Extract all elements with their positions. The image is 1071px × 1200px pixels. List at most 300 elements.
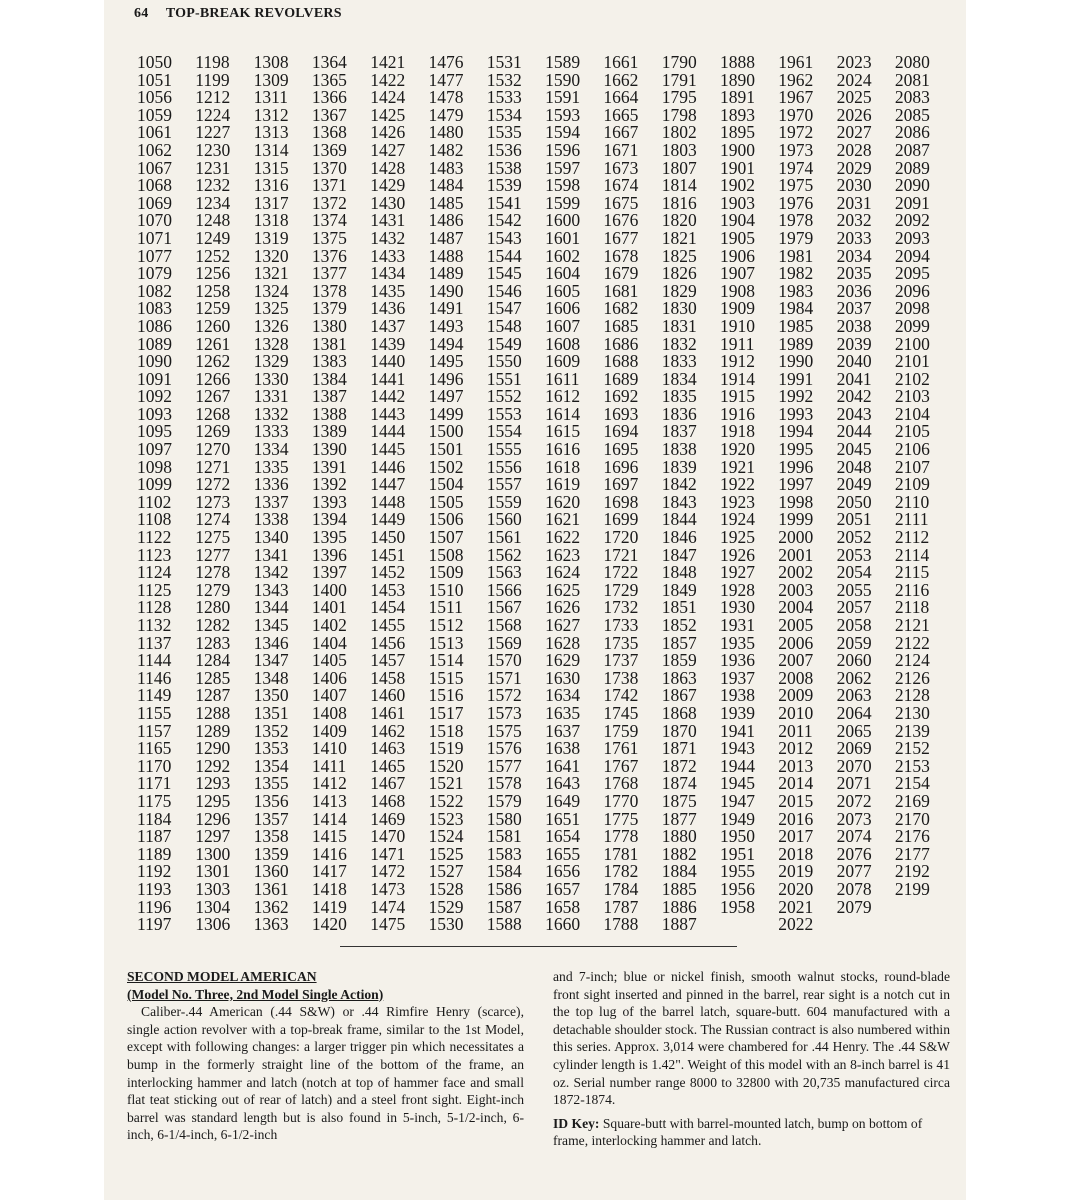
serial-number: 1936 [720, 650, 755, 671]
serial-number: 1556 [486, 456, 522, 477]
serial-number: 1941 [720, 720, 755, 741]
serial-number: 1665 [603, 104, 639, 125]
serial-number: 1847 [661, 544, 697, 565]
serial-number: 1831 [661, 315, 697, 336]
serial-number: 2012 [778, 738, 814, 759]
serial-number: 1444 [370, 421, 406, 442]
serial-number: 1271 [195, 456, 231, 477]
serial-number: 1474 [370, 896, 406, 917]
serial-column [662, 54, 697, 934]
serial-number: 1679 [603, 263, 639, 284]
serial-number: 1287 [195, 685, 231, 706]
serial-number: 2154 [894, 773, 930, 794]
serial-number: 1437 [370, 315, 406, 336]
serial-number: 1344 [253, 597, 289, 618]
serial-number: 1366 [311, 87, 347, 108]
serial-number: 1791 [661, 69, 697, 90]
serial-number: 1442 [370, 386, 406, 407]
serial-number: 1616 [545, 439, 581, 460]
serial-number: 1508 [428, 544, 464, 565]
serial-number: 2102 [894, 368, 930, 389]
serial-number: 1068 [137, 175, 172, 196]
serial-column [837, 54, 872, 916]
serial-number: 1278 [195, 562, 231, 583]
page-running-title: TOP-BREAK REVOLVERS [165, 6, 342, 21]
serial-number: 1512 [428, 615, 464, 635]
serial-number: 1509 [428, 562, 464, 583]
serial-number: 1838 [661, 439, 697, 460]
serial-number: 1848 [661, 562, 697, 583]
serial-number: 1956 [720, 878, 755, 899]
serial-number: 1479 [428, 104, 464, 125]
serial-number: 1534 [486, 104, 522, 125]
serial-column [312, 54, 347, 934]
serial-number: 1469 [370, 808, 406, 829]
serial-number: 1567 [486, 597, 522, 618]
serial-number: 1405 [311, 650, 347, 671]
serial-number: 1735 [603, 632, 639, 653]
serial-number: 1430 [370, 192, 406, 213]
serial-number: 1441 [370, 368, 406, 389]
serial-number: 2070 [836, 755, 872, 776]
serial-number: 1612 [545, 386, 581, 407]
serial-number: 2054 [836, 562, 872, 583]
serial-number: 1415 [311, 826, 347, 847]
serial-number: 1358 [253, 826, 289, 847]
serial-number: 1626 [545, 597, 581, 618]
serial-number: 1362 [253, 896, 289, 917]
serial-number: 1256 [195, 263, 231, 284]
serial-number: 2025 [836, 87, 872, 108]
serial-number: 1982 [778, 263, 814, 284]
serial-number: 1553 [486, 403, 522, 424]
serial-number: 1500 [428, 421, 464, 442]
serial-number: 1782 [603, 861, 639, 882]
serial-number: 1979 [778, 227, 814, 248]
serial-number: 1944 [720, 755, 755, 776]
serial-number: 1314 [253, 139, 289, 160]
serial-number: 1560 [486, 509, 522, 530]
serial-number: 1395 [311, 527, 347, 548]
serial-number: 2152 [894, 738, 930, 759]
serial-number: 1346 [253, 632, 289, 653]
serial-number: 1568 [486, 615, 522, 635]
serial-number: 1921 [720, 456, 755, 477]
serial-number: 1418 [311, 878, 347, 899]
serial-number: 1606 [545, 298, 581, 319]
serial-number: 1234 [195, 192, 231, 213]
serial-number: 1476 [428, 52, 464, 72]
serial-number: 1802 [661, 122, 697, 143]
serial-number: 1092 [137, 386, 172, 407]
serial-number: 1394 [311, 509, 347, 530]
serial-number: 2065 [836, 720, 872, 741]
serial-number: 1360 [253, 861, 289, 882]
serial-number: 1297 [195, 826, 231, 847]
serial-number: 1614 [545, 403, 581, 424]
serial-number: 1410 [311, 738, 347, 759]
serial-number: 1296 [195, 808, 231, 829]
serial-number: 2027 [836, 122, 872, 143]
serial-number: 1321 [253, 263, 289, 284]
serial-number: 1293 [195, 773, 231, 794]
serial-number: 1607 [545, 315, 581, 336]
serial-number: 1975 [778, 175, 814, 196]
serial-number: 1199 [195, 69, 230, 90]
serial-number: 1259 [195, 298, 231, 319]
serial-number: 1478 [428, 87, 464, 108]
serial-number: 1539 [486, 175, 522, 196]
serial-number: 1363 [253, 914, 289, 935]
serial-number: 1486 [428, 210, 464, 231]
serial-number: 1846 [661, 527, 697, 548]
serial-number: 1330 [253, 368, 289, 389]
serial-number: 2036 [836, 280, 872, 301]
serial-number: 1397 [311, 562, 347, 583]
serial-number: 1365 [311, 69, 347, 90]
serial-number: 1484 [428, 175, 464, 196]
serial-number: 1374 [311, 210, 347, 231]
serial-number: 1268 [195, 403, 231, 424]
serial-number: 1600 [545, 210, 581, 231]
serial-number: 1608 [545, 333, 581, 354]
serial-column [545, 54, 580, 934]
serial-number: 1189 [137, 843, 172, 864]
serial-number: 1525 [428, 843, 464, 864]
serial-number: 1379 [311, 298, 347, 319]
serial-number: 1428 [370, 157, 406, 178]
serial-number: 1419 [311, 896, 347, 917]
serial-number: 2002 [778, 562, 814, 583]
serial-number: 1601 [545, 227, 581, 248]
serial-number: 2130 [894, 702, 930, 723]
serial-number: 2053 [836, 544, 872, 565]
serial-number: 2077 [836, 861, 872, 882]
serial-number: 1388 [311, 403, 347, 424]
serial-number: 1573 [486, 702, 522, 723]
serial-number: 1494 [428, 333, 464, 354]
serial-number: 2169 [894, 790, 930, 811]
serial-number: 1784 [603, 878, 639, 899]
serial-number: 1579 [486, 790, 522, 811]
serial-number: 2015 [778, 790, 814, 811]
serial-number: 1620 [545, 491, 581, 512]
serial-number: 1549 [486, 333, 522, 354]
serial-number: 1924 [720, 509, 755, 530]
serial-number: 1729 [603, 579, 639, 600]
serial-number: 1973 [778, 139, 814, 160]
serial-number: 1835 [661, 386, 697, 407]
serial-number: 1125 [137, 579, 172, 600]
serial-number: 1396 [311, 544, 347, 565]
serial-number: 1593 [545, 104, 581, 125]
serial-number: 1950 [720, 826, 755, 847]
serial-number: 2037 [836, 298, 872, 319]
serial-number: 1833 [661, 351, 697, 372]
serial-number: 1767 [603, 755, 639, 776]
serial-number: 1770 [603, 790, 639, 811]
serial-number: 1445 [370, 439, 406, 460]
serial-number: 2103 [894, 386, 930, 407]
serial-number: 1340 [253, 527, 289, 548]
serial-number: 2100 [894, 333, 930, 354]
serial-number: 1630 [545, 667, 581, 688]
serial-number: 1289 [195, 720, 231, 741]
serial-number: 1885 [661, 878, 697, 899]
serial-number: 1273 [195, 491, 231, 512]
serial-number: 1901 [720, 157, 755, 178]
serial-number: 2059 [836, 632, 872, 653]
serial-number: 1198 [195, 52, 230, 72]
serial-number: 1383 [311, 351, 347, 372]
serial-number: 1551 [486, 368, 522, 389]
serial-number: 1895 [720, 122, 755, 143]
serial-number: 1872 [661, 755, 697, 776]
serial-number: 1563 [486, 562, 522, 583]
serial-number: 2045 [836, 439, 872, 460]
serial-number: 1412 [311, 773, 347, 794]
serial-number: 2092 [894, 210, 930, 231]
section-subheading: (Model No. Three, 2nd Model Single Action) [127, 986, 384, 1002]
serial-number: 1571 [486, 667, 522, 688]
serial-number: 1274 [195, 509, 231, 530]
serial-number: 1341 [253, 544, 289, 565]
serial-number: 1623 [545, 544, 581, 565]
serial-number: 2017 [778, 826, 814, 847]
serial-number: 1408 [311, 702, 347, 723]
serial-number: 1519 [428, 738, 464, 759]
description-paragraph-left: Caliber-.44 American (.44 S&W) or .44 Rimfire Henry (scarce), single action revolver with a top-break frame, similar to the 1st Model, except with following changes: a larger trigger pin which necessitates a bump in the formerly straight line of the bottom of the frame, an interlocking hammer and latch (notch at top of hammer face and small flat teat sticking out of rear of latch) and a steel front sight. Eight-inch barrel was standard length but is also found in 5-inch, 5-1/2-inch, 6-inch, 6-1/4-inch, 6-1/2-inch [127, 1004, 524, 1143]
serial-number: 1535 [486, 122, 522, 143]
serial-number: 1674 [603, 175, 639, 196]
serial-number: 1658 [545, 896, 581, 917]
serial-number: 1637 [545, 720, 581, 741]
page-number: 64 [134, 6, 149, 21]
serial-number: 1324 [253, 280, 289, 301]
serial-number: 1454 [370, 597, 406, 618]
serial-number: 1480 [428, 122, 464, 143]
serial-number: 1842 [661, 474, 697, 495]
serial-number: 1566 [486, 579, 522, 600]
serial-number: 1989 [778, 333, 814, 354]
serial-number: 1420 [311, 914, 347, 935]
serial-number: 1108 [137, 509, 172, 530]
serial-number: 1733 [603, 615, 639, 635]
serial-number: 1536 [486, 139, 522, 160]
serial-number: 1098 [137, 456, 172, 477]
serial-number: 1611 [545, 368, 580, 389]
serial-number: 1622 [545, 527, 581, 548]
serial-number: 2126 [894, 667, 930, 688]
serial-number: 2104 [894, 403, 930, 424]
serial-number: 1165 [137, 738, 172, 759]
serial-number: 1456 [370, 632, 406, 653]
serial-number: 1516 [428, 685, 464, 706]
serial-number: 1915 [720, 386, 755, 407]
serial-number: 1316 [253, 175, 289, 196]
serial-number: 1227 [195, 122, 231, 143]
serial-number: 1427 [370, 139, 406, 160]
serial-number: 1337 [253, 491, 289, 512]
serial-number: 2112 [894, 527, 930, 548]
serial-column [137, 54, 172, 934]
serial-number: 1722 [603, 562, 639, 583]
serial-number: 1282 [195, 615, 231, 635]
serial-number: 1490 [428, 280, 464, 301]
serial-number: 1269 [195, 421, 231, 442]
serial-number: 1193 [137, 878, 172, 899]
serial-number: 1945 [720, 773, 755, 794]
serial-number: 1071 [137, 227, 172, 248]
serial-number: 1798 [661, 104, 697, 125]
serial-number: 1596 [545, 139, 581, 160]
serial-number: 1837 [661, 421, 697, 442]
serial-number: 1788 [603, 914, 639, 935]
serial-number: 1852 [661, 615, 697, 635]
serial-number: 1543 [486, 227, 522, 248]
serial-number: 1086 [137, 315, 172, 336]
serial-number: 1232 [195, 175, 231, 196]
serial-number: 1483 [428, 157, 464, 178]
serial-number: 1507 [428, 527, 464, 548]
serial-number: 1999 [778, 509, 814, 530]
serial-number: 1997 [778, 474, 814, 495]
serial-number: 2043 [836, 403, 872, 424]
serial-number: 1380 [311, 315, 347, 336]
serial-number: 1696 [603, 456, 639, 477]
serial-number: 1070 [137, 210, 172, 231]
serial-number: 2055 [836, 579, 872, 600]
serial-number: 1671 [603, 139, 639, 160]
serial-number: 1467 [370, 773, 406, 794]
serial-number: 1657 [545, 878, 581, 899]
serial-number: 1304 [195, 896, 231, 917]
serial-number: 2021 [778, 896, 814, 917]
serial-number: 2039 [836, 333, 872, 354]
serial-number: 1450 [370, 527, 406, 548]
serial-number: 1904 [720, 210, 755, 231]
id-key-text: Square-butt with barrel-mounted latch, bump on bottom of frame, interlocking hammer and latch. [553, 1115, 923, 1149]
serial-number: 1124 [137, 562, 172, 583]
serial-number: 1520 [428, 755, 464, 776]
serial-number: 1949 [720, 808, 755, 829]
serial-number: 1911 [720, 333, 755, 354]
serial-number: 1559 [486, 491, 522, 512]
serial-number: 1527 [428, 861, 464, 882]
serial-number: 1928 [720, 579, 755, 600]
serial-number: 1588 [486, 914, 522, 935]
serial-number: 1514 [428, 650, 464, 671]
serial-number: 1439 [370, 333, 406, 354]
serial-number: 1790 [661, 52, 697, 72]
serial-number: 1634 [545, 685, 581, 706]
serial-number: 1377 [311, 263, 347, 284]
serial-number: 1682 [603, 298, 639, 319]
serial-number: 1907 [720, 263, 755, 284]
serial-number: 1947 [720, 790, 755, 811]
serial-number: 1660 [545, 914, 581, 935]
serial-number: 1355 [253, 773, 289, 794]
serial-number: 1821 [661, 227, 697, 248]
serial-number: 2115 [894, 562, 930, 583]
serial-number: 2094 [894, 245, 930, 266]
serial-number: 1090 [137, 351, 172, 372]
serial-number: 1900 [720, 139, 755, 160]
serial-number: 1602 [545, 245, 581, 266]
serial-number: 2176 [894, 826, 930, 847]
serial-number: 2029 [836, 157, 872, 178]
serial-number: 1275 [195, 527, 231, 548]
serial-number: 2106 [894, 439, 930, 460]
serial-number: 1455 [370, 615, 406, 635]
serial-number: 1916 [720, 403, 755, 424]
serial-number: 2060 [836, 650, 872, 671]
serial-number: 1939 [720, 702, 755, 723]
serial-number: 2090 [894, 175, 930, 196]
serial-number: 1930 [720, 597, 755, 618]
serial-number: 1468 [370, 790, 406, 811]
serial-number: 1248 [195, 210, 231, 231]
serial-number: 1906 [720, 245, 755, 266]
serial-number: 1069 [137, 192, 172, 213]
serial-number: 1542 [486, 210, 522, 231]
serial-number: 2038 [836, 315, 872, 336]
serial-number: 1313 [253, 122, 289, 143]
serial-number: 1333 [253, 421, 289, 442]
serial-number: 1695 [603, 439, 639, 460]
serial-number: 2042 [836, 386, 872, 407]
serial-number: 2040 [836, 351, 872, 372]
serial-number: 1224 [195, 104, 231, 125]
serial-column [429, 54, 464, 934]
serial-number: 1664 [603, 87, 639, 108]
serial-number: 1908 [720, 280, 755, 301]
serial-number: 1332 [253, 403, 289, 424]
serial-number: 1533 [486, 87, 522, 108]
serial-number: 1531 [486, 52, 522, 72]
serial-number: 1488 [428, 245, 464, 266]
serial-number: 1387 [311, 386, 347, 407]
serial-number: 1338 [253, 509, 289, 530]
serial-number: 2014 [778, 773, 814, 794]
serial-number: 1871 [661, 738, 697, 759]
serial-number: 2087 [894, 139, 930, 160]
serial-number: 1315 [253, 157, 289, 178]
serial-number: 1581 [486, 826, 522, 847]
serial-number: 1495 [428, 351, 464, 372]
serial-number: 1651 [545, 808, 581, 829]
serial-number: 1627 [545, 615, 581, 635]
serial-number: 2081 [894, 69, 930, 90]
serial-number: 1615 [545, 421, 581, 442]
serial-number: 1522 [428, 790, 464, 811]
serial-number: 1859 [661, 650, 697, 671]
serial-number: 1482 [428, 139, 464, 160]
serial-number: 1400 [311, 579, 347, 600]
serial-number: 2057 [836, 597, 872, 618]
serial-number: 1937 [720, 667, 755, 688]
serial-number: 2071 [836, 773, 872, 794]
serial-number: 2105 [894, 421, 930, 442]
serial-number: 1694 [603, 421, 639, 442]
serial-number: 2089 [894, 157, 930, 178]
serial-number: 1452 [370, 562, 406, 583]
serial-number: 1888 [720, 52, 755, 72]
serial-number: 1416 [311, 843, 347, 864]
section-divider [340, 946, 737, 947]
serial-number: 1212 [195, 87, 231, 108]
serial-number: 1491 [428, 298, 464, 319]
